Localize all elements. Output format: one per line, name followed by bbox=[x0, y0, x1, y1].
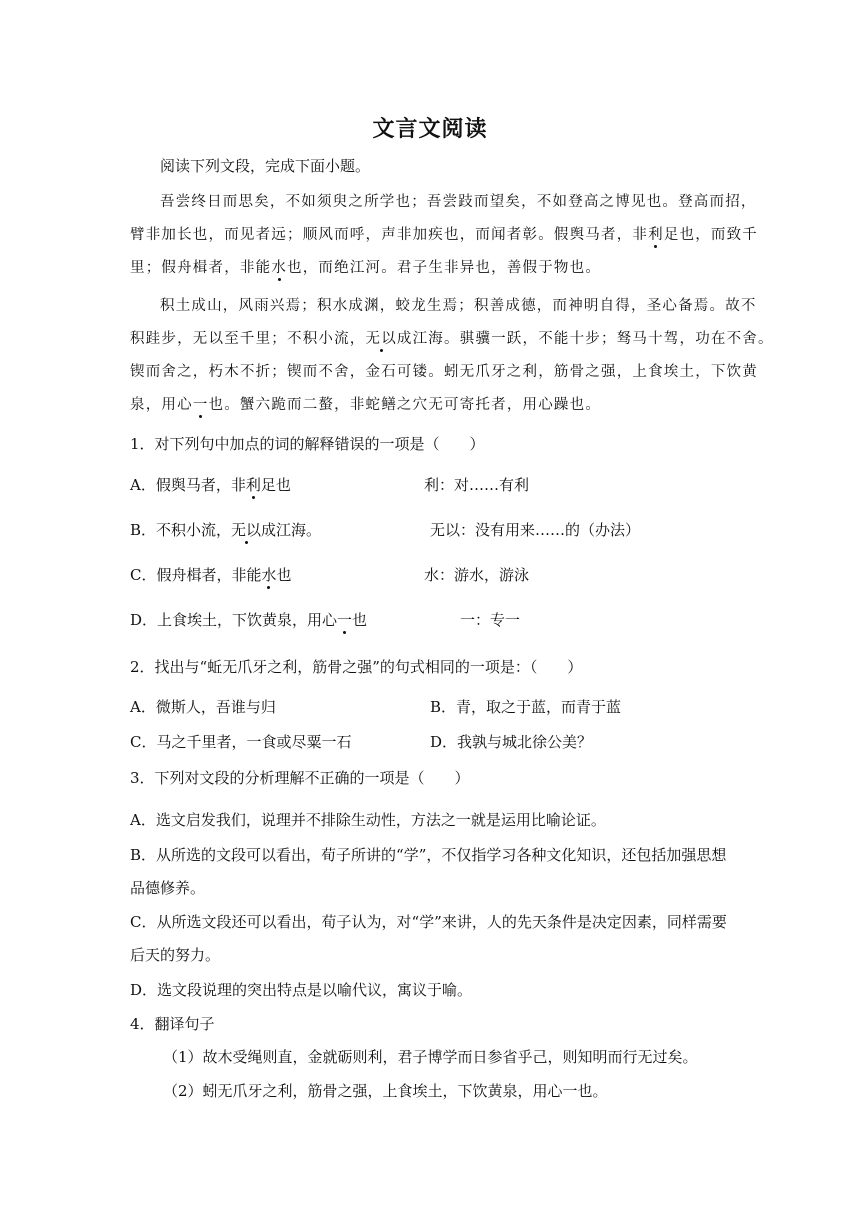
text-span: 泉，用心 bbox=[130, 397, 193, 413]
q3-option-b-line1: B．从所选的文段可以看出，荀子所讲的“学”，不仅指学习各种文化知识，还包括加强思想 bbox=[130, 846, 727, 864]
text-span: A．假舆马者，非 bbox=[130, 476, 246, 494]
q1-option-d-explanation: 一：专一 bbox=[460, 611, 521, 629]
dotted-word: 利 bbox=[245, 476, 261, 494]
text-span: 也，而绝江河。君子生非异也，善假于物也。 bbox=[287, 260, 602, 276]
q3-option-a: A．选文启发我们，说理并不排除生动性，方法之一就是运用比喻论证。 bbox=[130, 811, 606, 829]
q2-option-b: B．青，取之于蓝，而青于蓝 bbox=[430, 698, 622, 716]
q2-option-c: C．马之千里者，一食或尽粟一石 bbox=[130, 733, 352, 751]
document-title: 文言文阅读 bbox=[372, 116, 488, 142]
q1-option-c-explanation: 水：游水，游泳 bbox=[424, 566, 530, 584]
dotted-word: 水 bbox=[261, 566, 277, 584]
passage-p1-line1: 吾尝终日而思矣，不如须臾之所学也；吾尝跂而望矣，不如登高之博见也。登高而招， bbox=[160, 194, 757, 210]
q4-sentence-1: （1）故木受绳则直，金就砺则利，君子博学而日参省乎己，则知明而行无过矣。 bbox=[163, 1048, 698, 1066]
q3-stem: 3．下列对文段的分析理解不正确的一项是（ ） bbox=[130, 769, 470, 787]
text-span: C．假舟楫者，非能 bbox=[130, 566, 262, 584]
dotted-word: 无以 bbox=[231, 521, 262, 539]
q1-stem: 1．对下列句中加点的词的解释错误的一项是（ ） bbox=[130, 435, 485, 453]
text-span: 足也，而致千 bbox=[663, 227, 759, 243]
text-span: 臂非加长也，而见者远；顺风而呼，声非加疾也，而闻者彰。假舆马者，非 bbox=[130, 227, 649, 243]
dotted-word: 无以 bbox=[365, 331, 397, 347]
text-span: 也 bbox=[276, 566, 292, 584]
dotted-word: 一 bbox=[337, 611, 353, 629]
text-span: 也 bbox=[352, 611, 368, 629]
text-span: 成江海。骐骥一跃，不能十步；驽马十驾，功在不舍。 bbox=[396, 331, 774, 347]
passage-p1-line3 bbox=[130, 258, 601, 278]
q1-option-c bbox=[130, 565, 292, 585]
dotted-word: 一 bbox=[192, 397, 209, 413]
text-span: 也。蟹六跪而二螯，非蛇鳝之穴无可寄托者，用心躁也。 bbox=[208, 397, 602, 413]
q3-option-b-line2: 品德修养。 bbox=[130, 879, 206, 897]
text-span: 成江海。 bbox=[261, 521, 322, 539]
q1-option-a-explanation: 利：对……有利 bbox=[424, 476, 530, 494]
q3-option-d: D．选文段说理的突出特点是以喻代议，寓议于喻。 bbox=[130, 981, 473, 999]
instruction: 阅读下列文段，完成下面小题。 bbox=[160, 157, 371, 175]
q4-sentence-2: （2）蚓无爪牙之利，筋骨之强，上食埃土，下饮黄泉，用心一也。 bbox=[163, 1082, 608, 1100]
q1-option-b bbox=[130, 520, 321, 540]
passage-p1-line2 bbox=[130, 225, 758, 245]
text-span: 积跬步，无以至千里；不积小流， bbox=[130, 331, 366, 347]
passage-p2-line2 bbox=[130, 329, 774, 349]
q1-option-a bbox=[130, 475, 291, 495]
passage-p2-line1: 积土成山，风雨兴焉；积水成渊，蛟龙生焉；积善成德，而神明自得，圣心备焉。故不 bbox=[160, 298, 757, 314]
q3-option-c-line2: 后天的努力。 bbox=[130, 946, 221, 964]
q2-option-d: D．我孰与城北徐公美？ bbox=[430, 733, 593, 751]
text-span: B．不积小流， bbox=[130, 521, 232, 539]
text-span: 足也 bbox=[260, 476, 291, 494]
text-span: D．上食埃土，下饮黄泉，用心 bbox=[130, 611, 338, 629]
text-span: 里；假舟楫者，非能 bbox=[130, 260, 272, 276]
dotted-word: 利 bbox=[648, 227, 664, 243]
q2-stem: 2．找出与“蚯无爪牙之利，筋骨之强”的句式相同的一项是：（ ） bbox=[130, 658, 583, 676]
dotted-word: 水 bbox=[271, 260, 288, 276]
q3-option-c-line1: C．从所选文段还可以看出，荀子认为，对“学”来讲，人的先天条件是决定因素，同样需要 bbox=[130, 913, 727, 931]
passage-p2-line3: 锲而舍之，朽木不折；锲而不舍，金石可镂。蚓无爪牙之利，筋骨之强，上食埃土，下饮黄 bbox=[130, 364, 758, 380]
passage-p2-line4 bbox=[130, 395, 601, 415]
q4-stem: 4．翻译句子 bbox=[130, 1015, 215, 1033]
q2-option-a: A．微斯人，吾谁与归 bbox=[130, 698, 276, 716]
q1-option-b-explanation: 无以：没有用来……的（办法） bbox=[430, 521, 641, 539]
q1-option-d bbox=[130, 610, 367, 630]
